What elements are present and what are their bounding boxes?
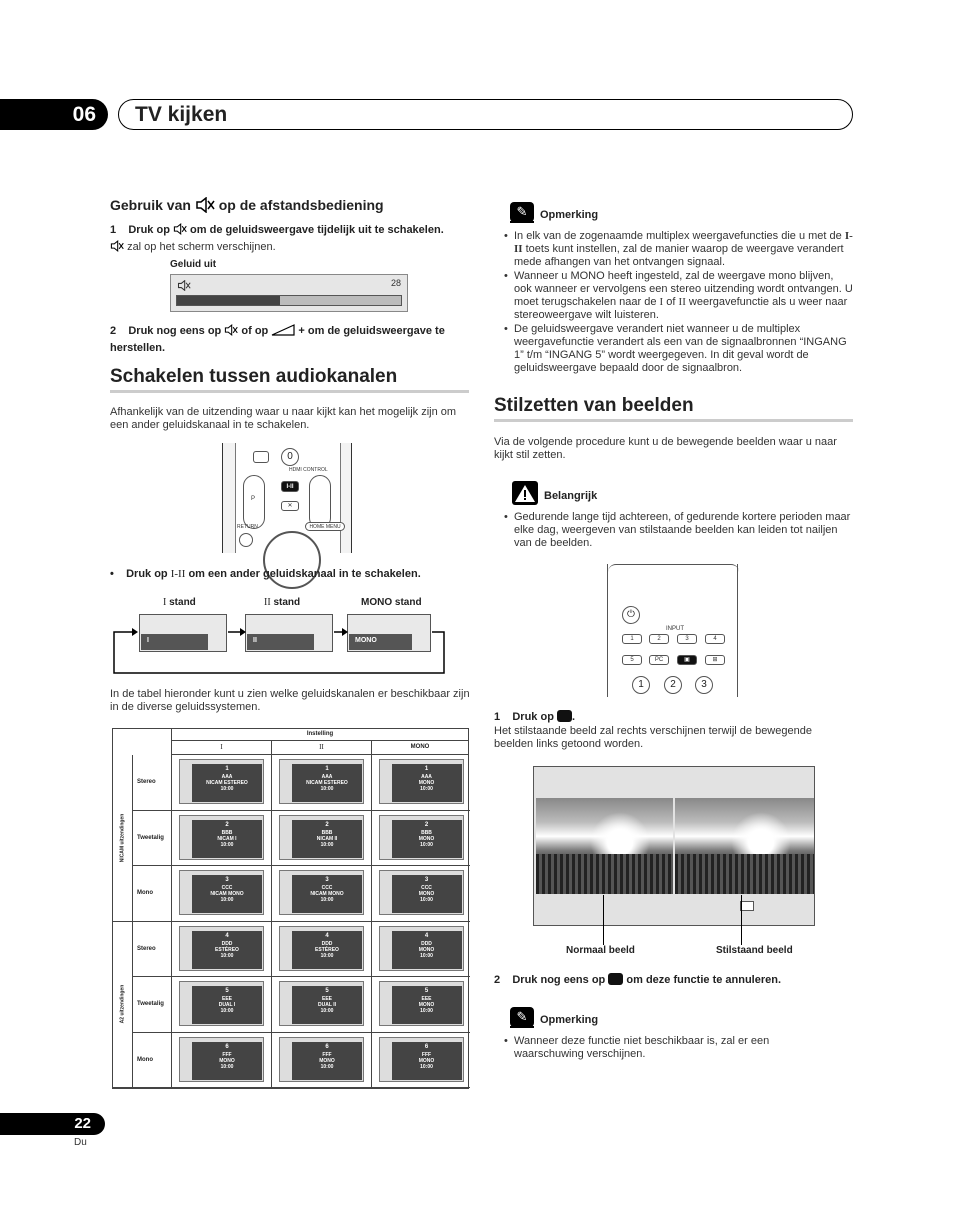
step-number: 1 (110, 224, 117, 236)
tv-screen-info (392, 764, 462, 802)
table-cell (271, 922, 371, 978)
tv-info-line: 10:00 (320, 786, 334, 792)
step-text: Druk op (128, 224, 170, 236)
stand-key: II (264, 597, 271, 608)
tv-info-line: DDD (221, 940, 233, 947)
label-still-picture: Stilstaand beeld (716, 945, 793, 956)
bullet-mark: • (110, 568, 114, 580)
note-bullet (504, 270, 854, 322)
freeze-button[interactable]: ▣ (677, 655, 697, 665)
tv-screen-thumbnail (179, 926, 264, 971)
mute-heading-suffix: op de afstandsbediening (218, 197, 384, 213)
table-cell (271, 1033, 371, 1089)
mute-osd (170, 274, 408, 312)
chapter-title: TV kijken (118, 99, 853, 130)
stand-screen-text: MONO (349, 634, 412, 650)
tv-info-line: 4 (225, 932, 229, 939)
divider (110, 390, 469, 393)
note-text: weergavefunctie als u weer naar stereoweergave wilt luisteren. (514, 296, 848, 321)
hdmi-control-label: HDMI CONTROL (289, 467, 328, 473)
note-bullet: • De geluidsweergave verandert niet wanneer u de multiplex weergavefunctie verandert als een van de signaalbronnen “INGANG 1” t/m “INGANG 5” wordt weergegeven. In dit geval wordt de geluidsweergave bepaald door de signaalbron. (504, 323, 854, 375)
mute-icon (224, 324, 238, 341)
table-cell (171, 1033, 271, 1089)
tv-info-line: AAA (421, 774, 432, 780)
osd-volume-value: 28 (390, 278, 401, 288)
volume-rocker[interactable] (309, 475, 331, 529)
note-bullet (504, 230, 854, 269)
tv-info-line: 10:00 (220, 786, 234, 792)
tv-info-line: FFF (322, 1051, 332, 1058)
tv-screen-thumbnail (279, 926, 364, 971)
table-cell (271, 977, 371, 1033)
stand-key: I (659, 296, 664, 308)
split-screen-illustration (533, 766, 815, 926)
i-ii-key: I-II (170, 568, 186, 580)
table-group-label (113, 755, 133, 922)
tv-info-line: MONO (418, 1002, 435, 1008)
note-pencil-icon: ✎ (510, 1007, 534, 1027)
note-underline (510, 1026, 534, 1028)
tv-info-line: FFF (421, 1051, 432, 1058)
tv-info-line: 10:00 (320, 1008, 334, 1014)
audio-section-heading: Schakelen tussen audiokanalen (110, 366, 398, 387)
tv-screen-info (292, 931, 362, 969)
tv-info-line: 3 (225, 877, 229, 883)
tv-screen-thumbnail (179, 1037, 264, 1082)
stand-text: stand (273, 597, 301, 608)
input-3-button[interactable]: 3 (677, 634, 697, 644)
tv-info-line: FFF (222, 1051, 232, 1058)
remote-control-illustration (222, 443, 352, 553)
tv-screen-thumbnail (279, 870, 364, 915)
osd-label: Geluid uit (170, 259, 217, 270)
tv-info-line: 2 (325, 821, 329, 828)
tv-screen-thumbnail (379, 981, 464, 1026)
step-text: om een ander geluidskanaal in te schakelen. (188, 568, 421, 580)
channel-p-label: P (251, 496, 256, 502)
table-row-label: Tweetalig (133, 977, 171, 1033)
table-row-label: Mono (133, 866, 171, 922)
tv-info-line: 2 (225, 821, 229, 828)
input-2-button[interactable]: 2 (649, 634, 669, 644)
tv-info-line: 10:00 (420, 897, 433, 903)
audio-channels-table (112, 728, 469, 1089)
tv-screen-thumbnail (379, 870, 464, 915)
mute-icon (177, 278, 191, 296)
note-bullet: • Wanneer deze functie niet beschikbaar is, zal er een waarschuwing verschijnen. (504, 1035, 824, 1061)
tv-info-line: MONO (418, 946, 435, 953)
tv-info-line: 10:00 (420, 841, 433, 848)
tv-info-line: CCC (221, 885, 233, 891)
tv-screen-thumbnail (279, 981, 364, 1026)
tv-info-line: NICAM MONO (210, 891, 244, 897)
tv-info-line: ESTÉREO (315, 946, 339, 953)
tv-info-line: 1 (424, 766, 429, 772)
i-ii-button[interactable]: I-II (281, 481, 299, 492)
freeze-remote-illustration (607, 564, 738, 697)
tv-screen-info (392, 1042, 462, 1080)
audio-intro: Afhankelijk van de uitzending waar u naar kijkt kan het mogelijk zijn om een ander geluidskanaal in te schakelen. (110, 406, 457, 431)
tv-info-line: AAA (221, 774, 233, 780)
tv-info-line: NICAM MONO (310, 891, 344, 897)
tv-info-line: 5 (225, 988, 229, 994)
channel-rocker[interactable] (243, 475, 265, 529)
tv-screen-info (292, 875, 362, 913)
tv-info-line: MONO (418, 835, 435, 842)
table-intro: In de tabel hieronder kunt u zien welke geluidskanalen er beschikbaar zijn in de diverse geluidssystemen. (110, 688, 470, 713)
mute-step-2 (110, 324, 470, 356)
stand-screen-text: II (247, 634, 314, 650)
tv-info-line: 10:00 (420, 1008, 433, 1014)
tv-info-line: 10:00 (320, 841, 334, 848)
dock-silhouette (536, 854, 673, 894)
i-ii-key: I-II (514, 230, 853, 255)
table-col-header-i: I (171, 741, 271, 755)
audio-bullet (110, 567, 421, 582)
table-cell (171, 755, 271, 811)
tv-screen-info (192, 986, 262, 1024)
pc-button[interactable]: PC (649, 655, 669, 665)
freeze-step-1: 1 Druk op . (494, 711, 576, 723)
tv-screen-thumbnail (179, 981, 264, 1026)
remote-button-0[interactable]: 0 (281, 448, 299, 466)
stand-label-mono (361, 597, 422, 608)
tv-info-line: MONO (418, 1057, 435, 1064)
tv-info-line: 3 (424, 877, 429, 883)
tv-screen-thumbnail (279, 815, 364, 860)
table-cell (171, 811, 271, 867)
table-cell (271, 755, 371, 811)
mute-icon (173, 223, 187, 240)
input-4-button[interactable]: 4 (705, 634, 725, 644)
tv-info-line: 10:00 (320, 1063, 334, 1070)
split-screen-button[interactable]: ⊞ (705, 655, 725, 665)
divider (494, 419, 853, 422)
table-cell (371, 811, 470, 867)
tv-info-line: MONO (219, 1057, 235, 1064)
dock-silhouette (675, 854, 814, 894)
stand-key: II (678, 296, 686, 308)
tv-screen-info (292, 764, 362, 802)
page-number: 22 (0, 1113, 105, 1135)
table-cell (371, 922, 470, 978)
note-text: toets kunt instellen, zal de manier waarop de weergave verandert mede afhangen van het ontvangen signaal. (514, 243, 844, 268)
table-col-header-ii: II (271, 741, 371, 755)
step-text: Druk op (126, 568, 168, 580)
tv-info-line: DUAL II (318, 1002, 336, 1008)
tv-screen-thumbnail (279, 1037, 364, 1082)
step-number: 2 (494, 974, 501, 986)
note-text: Wanneer u MONO heeft ingesteld, zal de weergave mono blijven, ook wanneer er vervolgens een stereo uitzending wordt ontvangen. U moet terugschakelen naar de (514, 270, 853, 308)
tv-info-line: 2 (424, 821, 429, 828)
tv-screen-info (192, 1042, 262, 1080)
table-row-label: Stereo (133, 755, 171, 811)
table-setting-header: Instelling (171, 729, 468, 741)
tv-info-line: 4 (424, 932, 429, 939)
freeze-button-icon (608, 973, 623, 985)
remote-button[interactable] (253, 451, 269, 463)
mute-button[interactable]: ✕ (281, 501, 299, 511)
callout-line-still (741, 895, 742, 945)
table-col-header-mono: MONO (371, 741, 468, 755)
tv-info-line: AAA (321, 774, 333, 780)
table-cell (171, 922, 271, 978)
tv-info-line: ESTÉREO (215, 946, 239, 953)
table-cell (371, 866, 470, 922)
warning-icon (512, 481, 538, 505)
tv-info-line: NICAM ESTEREO (206, 780, 248, 786)
mute-heading-prefix: Gebruik van (110, 197, 191, 213)
chapter-number: 06 (0, 99, 108, 130)
tv-info-line: 10:00 (220, 1008, 234, 1014)
tv-info-line: DUAL I (218, 1002, 236, 1008)
table-body (113, 755, 468, 1088)
table-row-label: Stereo (133, 922, 171, 978)
still-picture (675, 798, 814, 894)
tv-info-line: DDD (421, 940, 432, 947)
tv-info-line: 6 (225, 1043, 229, 1050)
tv-screen-info (192, 875, 262, 913)
tv-screen-info (292, 820, 362, 858)
step-text: om de geluidsweergave tijdelijk uit te schakelen. (190, 224, 444, 236)
tv-info-line: 10:00 (220, 841, 234, 848)
input-5-button[interactable]: 5 (622, 655, 642, 665)
table-cell (371, 755, 470, 811)
table-cell (171, 977, 271, 1033)
number-3-button[interactable]: 3 (695, 676, 713, 694)
tv-info-line: 3 (325, 877, 329, 883)
tv-info-line: 10:00 (220, 897, 234, 903)
tv-info-line: DDD (321, 940, 333, 947)
note-pencil-icon: ✎ (510, 202, 534, 222)
tv-info-line: 10:00 (220, 952, 234, 959)
normal-picture (536, 798, 673, 894)
step-text: Druk nog eens op (512, 974, 606, 986)
step-text: + om de geluidsweergave te herstellen. (110, 325, 445, 354)
tv-info-line: 5 (325, 988, 329, 994)
stand-text: stand (169, 597, 196, 608)
return-label: RETURN (237, 524, 258, 530)
tv-screen-thumbnail (179, 815, 264, 860)
tv-screen-info (192, 931, 262, 969)
tv-screen-info (192, 764, 262, 802)
table-cell (271, 866, 371, 922)
step-text: Druk op (512, 711, 554, 723)
tv-screen-info (392, 931, 462, 969)
input-label: INPUT (666, 626, 684, 632)
tv-info-line: MONO (418, 780, 435, 786)
tv-info-line: 10:00 (420, 952, 433, 959)
tv-info-line: NICAM ESTEREO (306, 780, 348, 786)
note-underline (510, 221, 534, 223)
table-row-label: Mono (133, 1033, 171, 1089)
stand-key: I (163, 597, 167, 608)
important-bullet: • Gedurende lange tijd achtereen, of gedurende kortere perioden maar elke dag, weergeven van stilstaande beelden kan leiden tot nailjen van de beelden. (504, 511, 854, 550)
step-text: om deze functie te annuleren. (626, 974, 782, 986)
label-normal-picture: Normaal beeld (566, 945, 635, 956)
stand-label-ii (264, 597, 300, 608)
stand-label-i (163, 597, 196, 608)
tv-info-line: BBB (321, 829, 333, 836)
tv-info-line: MONO (418, 891, 435, 897)
step-text: Druk nog eens op (128, 325, 222, 337)
step-number: 1 (494, 711, 501, 723)
tv-info-line: EEE (221, 996, 232, 1002)
mute-step-1 (110, 223, 470, 257)
tv-info-line: NICAM II (316, 835, 338, 842)
tv-info-line: BBB (221, 829, 233, 836)
mute-icon (110, 240, 124, 257)
tv-info-line: EEE (321, 996, 332, 1002)
tv-screen-info (292, 1042, 362, 1080)
language-code: Du (74, 1137, 87, 1148)
tv-screen-thumbnail (379, 759, 464, 804)
tv-info-line: 4 (325, 932, 329, 939)
tv-screen-thumbnail (379, 926, 464, 971)
freeze-step-1-text: Het stilstaande beeld zal rechts verschijnen terwijl de bewegende beelden links getoond worden. (494, 725, 812, 750)
table-group-label (113, 922, 133, 1089)
tv-info-line: 10:00 (420, 1063, 433, 1070)
tv-info-line: MONO (319, 1057, 335, 1064)
freeze-indicator-icon (740, 901, 754, 911)
important-bullets (504, 511, 854, 551)
osd-volume-bar (176, 295, 402, 306)
tv-info-line: 6 (325, 1043, 329, 1050)
tv-screen-thumbnail (379, 1037, 464, 1082)
return-button[interactable] (239, 533, 253, 547)
tv-screen-thumbnail (179, 759, 264, 804)
freeze-intro: Via de volgende procedure kunt u de bewegende beelden waar u naar kijkt stil zetten. (494, 436, 837, 461)
number-2-button[interactable]: 2 (664, 676, 682, 694)
freeze-step-2 (494, 973, 781, 988)
mute-heading (110, 197, 384, 216)
tv-info-line: 1 (325, 766, 329, 772)
tv-info-line: 5 (424, 988, 429, 994)
note-title: Opmerking (540, 1014, 599, 1026)
note-bullets (504, 1035, 824, 1062)
stand-screen-text: I (141, 634, 208, 650)
table-cell (371, 1033, 470, 1089)
power-button[interactable]: ⏻ (622, 606, 640, 624)
callout-line-normal (603, 895, 604, 945)
tv-screen-info (192, 820, 262, 858)
stand-text: MONO stand (361, 597, 422, 608)
tv-screen-thumbnail (179, 870, 264, 915)
tv-screen-info (392, 875, 462, 913)
note-bullets (504, 230, 854, 376)
mute-icon (195, 197, 215, 216)
tv-screen-info (392, 986, 462, 1024)
stand-cycle-arrows (110, 612, 450, 674)
tv-info-line: 1 (225, 766, 229, 772)
tv-info-line: 6 (424, 1043, 429, 1050)
note-text: of (666, 296, 676, 308)
table-cell (271, 811, 371, 867)
table-group-label-text: NICAM uitzendingen (119, 813, 126, 863)
note-title: Opmerking (540, 209, 599, 221)
step-text: zal op het scherm verschijnen. (127, 241, 276, 253)
number-1-button[interactable]: 1 (632, 676, 650, 694)
tv-info-line: BBB (421, 829, 432, 836)
input-1-button[interactable]: 1 (622, 634, 642, 644)
table-group-label-text: A2 uitzendingen (119, 984, 126, 1024)
important-title: Belangrijk (544, 490, 598, 502)
table-cell (371, 977, 470, 1033)
tv-screen-thumbnail (379, 815, 464, 860)
volume-ramp-icon (271, 324, 295, 341)
tv-info-line: NICAM I (217, 835, 237, 842)
table-row-label: Tweetalig (133, 811, 171, 867)
tv-info-line: CCC (421, 885, 432, 891)
step-text: of op (241, 325, 269, 337)
tv-screen-thumbnail (279, 759, 364, 804)
tv-info-line: EEE (421, 996, 432, 1002)
tv-info-line: 10:00 (320, 897, 334, 903)
freeze-section-heading: Stilzetten van beelden (494, 395, 694, 416)
tv-info-line: 10:00 (420, 786, 433, 792)
home-menu-button[interactable]: HOME MENU (305, 522, 345, 531)
table-cell (171, 866, 271, 922)
tv-screen-info (292, 986, 362, 1024)
tv-info-line: 10:00 (220, 1063, 234, 1070)
freeze-button-icon (557, 710, 572, 722)
tv-info-line: CCC (321, 885, 333, 891)
tv-screen-info (392, 820, 462, 858)
step-number: 2 (110, 325, 117, 337)
tv-info-line: 10:00 (320, 952, 334, 959)
note-text: In elk van de zogenaamde multiplex weergavefuncties die u met de (514, 230, 842, 242)
osd-volume-fill (177, 296, 280, 305)
